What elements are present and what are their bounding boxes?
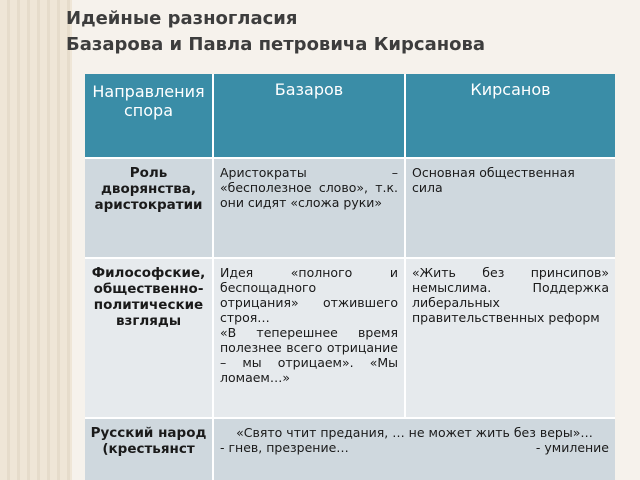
page-title (66, 6, 485, 58)
cell-bazarov-philosophy (213, 258, 405, 418)
comparison-table (85, 74, 615, 480)
people-shared-quote: «Свято чтит предания, … не может жить без веры»… (236, 425, 593, 440)
row-topic-nobility: Роль дворянства, аристократии (85, 158, 213, 258)
bazarov-philosophy-p2: «В теперешнее время полезнее всего отрицание – мы отрицаем». «Мы ломаем…» (220, 325, 398, 385)
cell-kirsanov-philosophy: «Жить без принсипов» немыслима. Поддержка либеральных правительственных реформ (405, 258, 615, 418)
table-row (85, 258, 615, 418)
background-stripes (0, 0, 72, 480)
table-header-row (85, 74, 615, 158)
row-topic-people: Русский народ (крестьянст (85, 418, 213, 480)
people-split-line (220, 440, 609, 455)
cell-people-shared (213, 418, 615, 480)
cell-kirsanov-nobility: Основная общественная сила (405, 158, 615, 258)
people-bazarov-part: - гнев, презрение… (220, 440, 349, 455)
table-row (85, 418, 615, 480)
bazarov-philosophy-p1: Идея «полного и беспощадного отрицания» отжившего строя… (220, 265, 398, 325)
people-kirsanov-part: - умиление (535, 440, 609, 455)
header-bazarov: Базаров (213, 74, 405, 158)
header-kirsanov: Кирсанов (405, 74, 615, 158)
table-row (85, 158, 615, 258)
cell-bazarov-nobility: Аристократы – «бесполезное слово», т.к. они сидят «сложа руки» (213, 158, 405, 258)
title-line-1: Идейные разногласия (66, 8, 298, 29)
title-line-2: Базарова и Павла петровича Кирсанова (66, 34, 486, 55)
header-directions: Направления спора (85, 74, 213, 158)
row-topic-philosophy: Философские, общественно-политические взгляды (85, 258, 213, 418)
